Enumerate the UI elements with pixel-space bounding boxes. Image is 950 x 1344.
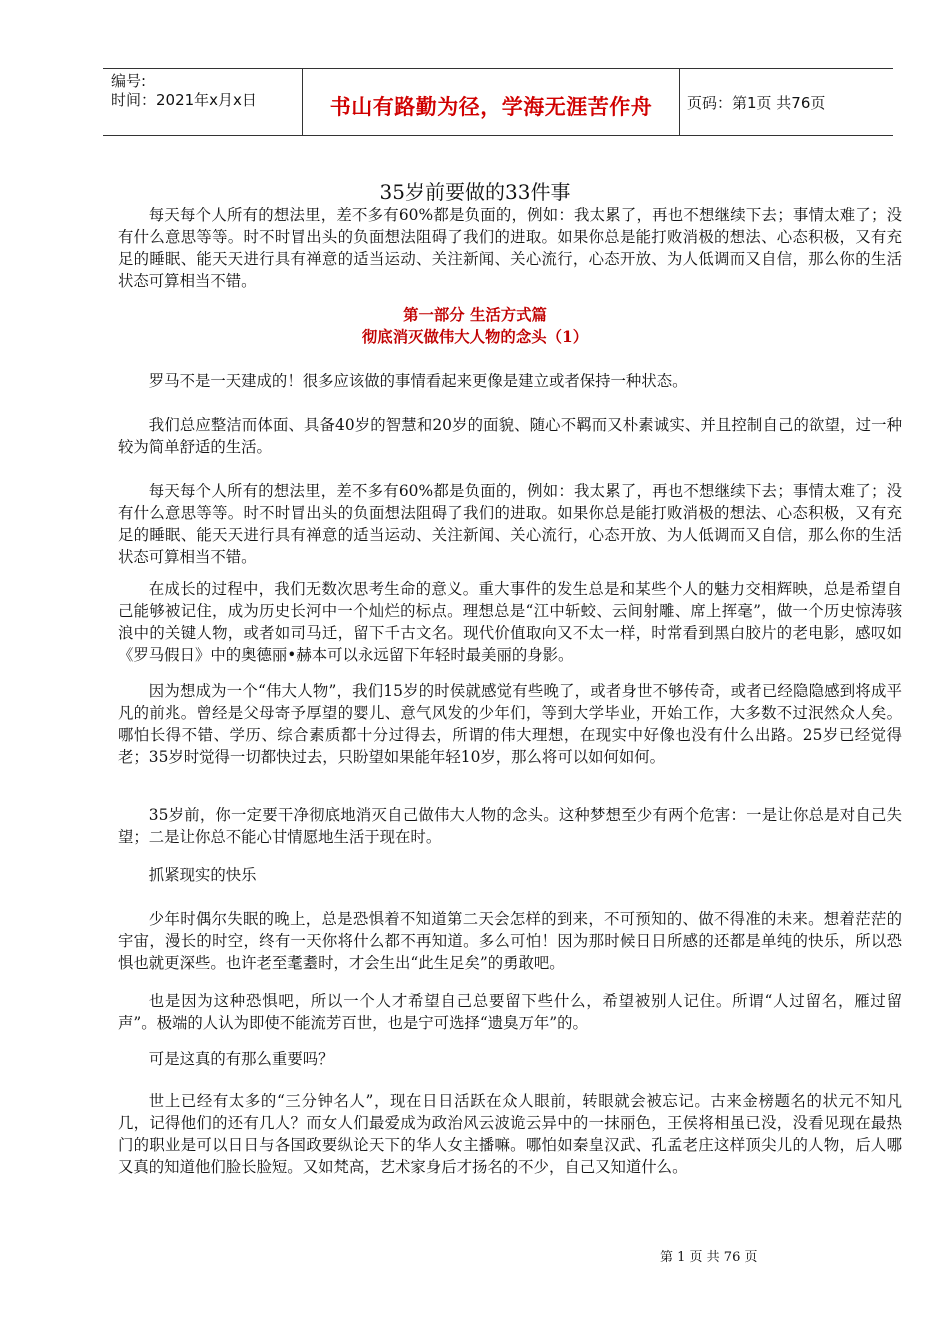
paragraph: 也是因为这种恐惧吧，所以一个人才希望自己总要留下些什么，希望被别人记住。所谓“人过留名，雁过留声”。极端的人认为即使不能流芳百世，也是宁可选择“遗臭万年”的。	[118, 992, 902, 1032]
paragraph: 世上已经有太多的“三分钟名人”，现在日日活跃在众人眼前，转眼就会被忘记。古来金榜题名的状元不知凡几，记得他们的还有几人？而女人们最爱成为政治风云波诡云异中的一抹丽色，王侯将相虽已没，没看见现在最热门的职业是可以日日与各国政要纵论天下的华人女主播嘛。哪怕如秦皇汉武、孔孟老庄这样顶尖儿的人物，后人哪又真的知道他们脸长脸短。又如梵高，艺术家身后才扬名的不少，自己又知道什么。	[118, 1092, 902, 1176]
page-footer: 第 1 页 共 76 页	[660, 1250, 758, 1265]
header-table	[103, 68, 893, 136]
header-meta-cell	[103, 69, 303, 135]
paragraph-block	[118, 990, 902, 1034]
paragraph: 少年时偶尔失眠的晚上，总是恐惧着不知道第二天会怎样的到来，不可预知的、做不得准的未来。想着茫茫的宇宙，漫长的时空，终有一天你将什么都不再知道。多么可怕！因为那时候日日所感的还都是单纯的快乐，所以恐惧也就更深些。也许老至耄耋时，才会生出“此生足矣”的勇敢吧。	[118, 910, 902, 972]
paragraph: 每天每个人所有的想法里，差不多有60%都是负面的，例如：我太累了，再也不想继续下去；事情太难了；没有什么意思等等。时不时冒出头的负面想法阻碍了我们的进取。如果你总是能打败消极的想法、心态积极，又有充足的睡眠、能天天进行具有禅意的适当运动、关注新闻、关心流行，心态开放、为人低调而又自信，那么你的生活状态可算相当不错。	[118, 482, 902, 566]
paragraph-block	[118, 908, 902, 974]
paragraph-block	[118, 1090, 902, 1178]
paragraph-block	[118, 1048, 902, 1070]
time-label: 时间：2021年x月x日	[111, 91, 257, 109]
header-page-code-cell	[679, 69, 893, 135]
paragraph-block	[118, 480, 902, 568]
page-code: 页码：第1页 共76页	[687, 93, 826, 112]
paragraph: 罗马不是一天建成的！很多应该做的事情看起来更像是建立或者保持一种状态。	[148, 372, 688, 390]
number-label: 编号:	[111, 72, 147, 90]
motto-text: 书山有路勤为径，学海无涯苦作舟	[329, 95, 653, 119]
section-chapter-heading: 彻底消灭做伟大人物的念头（1）	[361, 328, 589, 346]
paragraph-block	[118, 578, 902, 666]
paragraph: 在成长的过程中，我们无数次思考生命的意义。重大事件的发生总是和某些个人的魅力交相辉映，总是希望自己能够被记住，成为历史长河中一个灿烂的标点。理想总是“江中斩蛟、云间射雕、席上挥毫”，做一个历史惊涛骇浪中的关键人物，或者如司马迁，留下千古文名。现代价值取向又不太一样，时常看到黑白胶片的老电影，感叹如《罗马假日》中的奥德丽•赫本可以永远留下年轻时最美丽的身影。	[118, 580, 902, 664]
paragraph-block	[118, 804, 902, 848]
subheading-paragraph: 抓紧现实的快乐	[148, 866, 257, 884]
paragraph: 可是这真的有那么重要吗？	[148, 1050, 334, 1068]
paragraph: 因为想成为一个“伟大人物”，我们15岁的时侯就感觉有些晚了，或者身世不够传奇，或者已经隐隐感到将成平凡的前兆。曾经是父母寄予厚望的婴儿、意气风发的少年们，等到大学毕业，开始工作，大多数不过泯然众人矣。哪怕长得不错、学历、综合素质都十分过得去，所谓的伟大理想，在现实中好像也没有什么出路。25岁已经觉得老；35岁时觉得一切都快过去，只盼望如果能年轻10岁，那么将可以如何如何。	[118, 682, 902, 766]
header-motto-cell	[303, 69, 680, 135]
paragraph: 我们总应整洁而体面、具备40岁的智慧和20岁的面貌、随心不羁而又朴素诚实、并且控制自己的欲望，过一种较为简单舒适的生活。	[118, 416, 902, 456]
paragraph-block	[118, 864, 902, 886]
section-part-heading: 第一部分 生活方式篇	[403, 306, 547, 324]
intro-paragraph: 每天每个人所有的想法里，差不多有60%都是负面的，例如：我太累了，再也不想继续下去；事情太难了；没有什么意思等等。时不时冒出头的负面想法阻碍了我们的进取。如果你总是能打败消极的想法、心态积极，又有充足的睡眠、能天天进行具有禅意的适当运动、关注新闻、关心流行，心态开放、为人低调而又自信，那么你的生活状态可算相当不错。	[118, 206, 902, 290]
paragraph-block	[118, 680, 902, 768]
paragraph-block	[118, 414, 902, 458]
paragraph: 35岁前，你一定要干净彻底地消灭自己做伟大人物的念头。这种梦想至少有两个危害：一是让你总是对自己失望；二是让你总不能心甘情愿地生活于现在时。	[118, 806, 902, 846]
document-title: 35岁前要做的33件事	[379, 180, 571, 204]
intro-block	[118, 204, 902, 292]
paragraph-block	[118, 370, 902, 392]
